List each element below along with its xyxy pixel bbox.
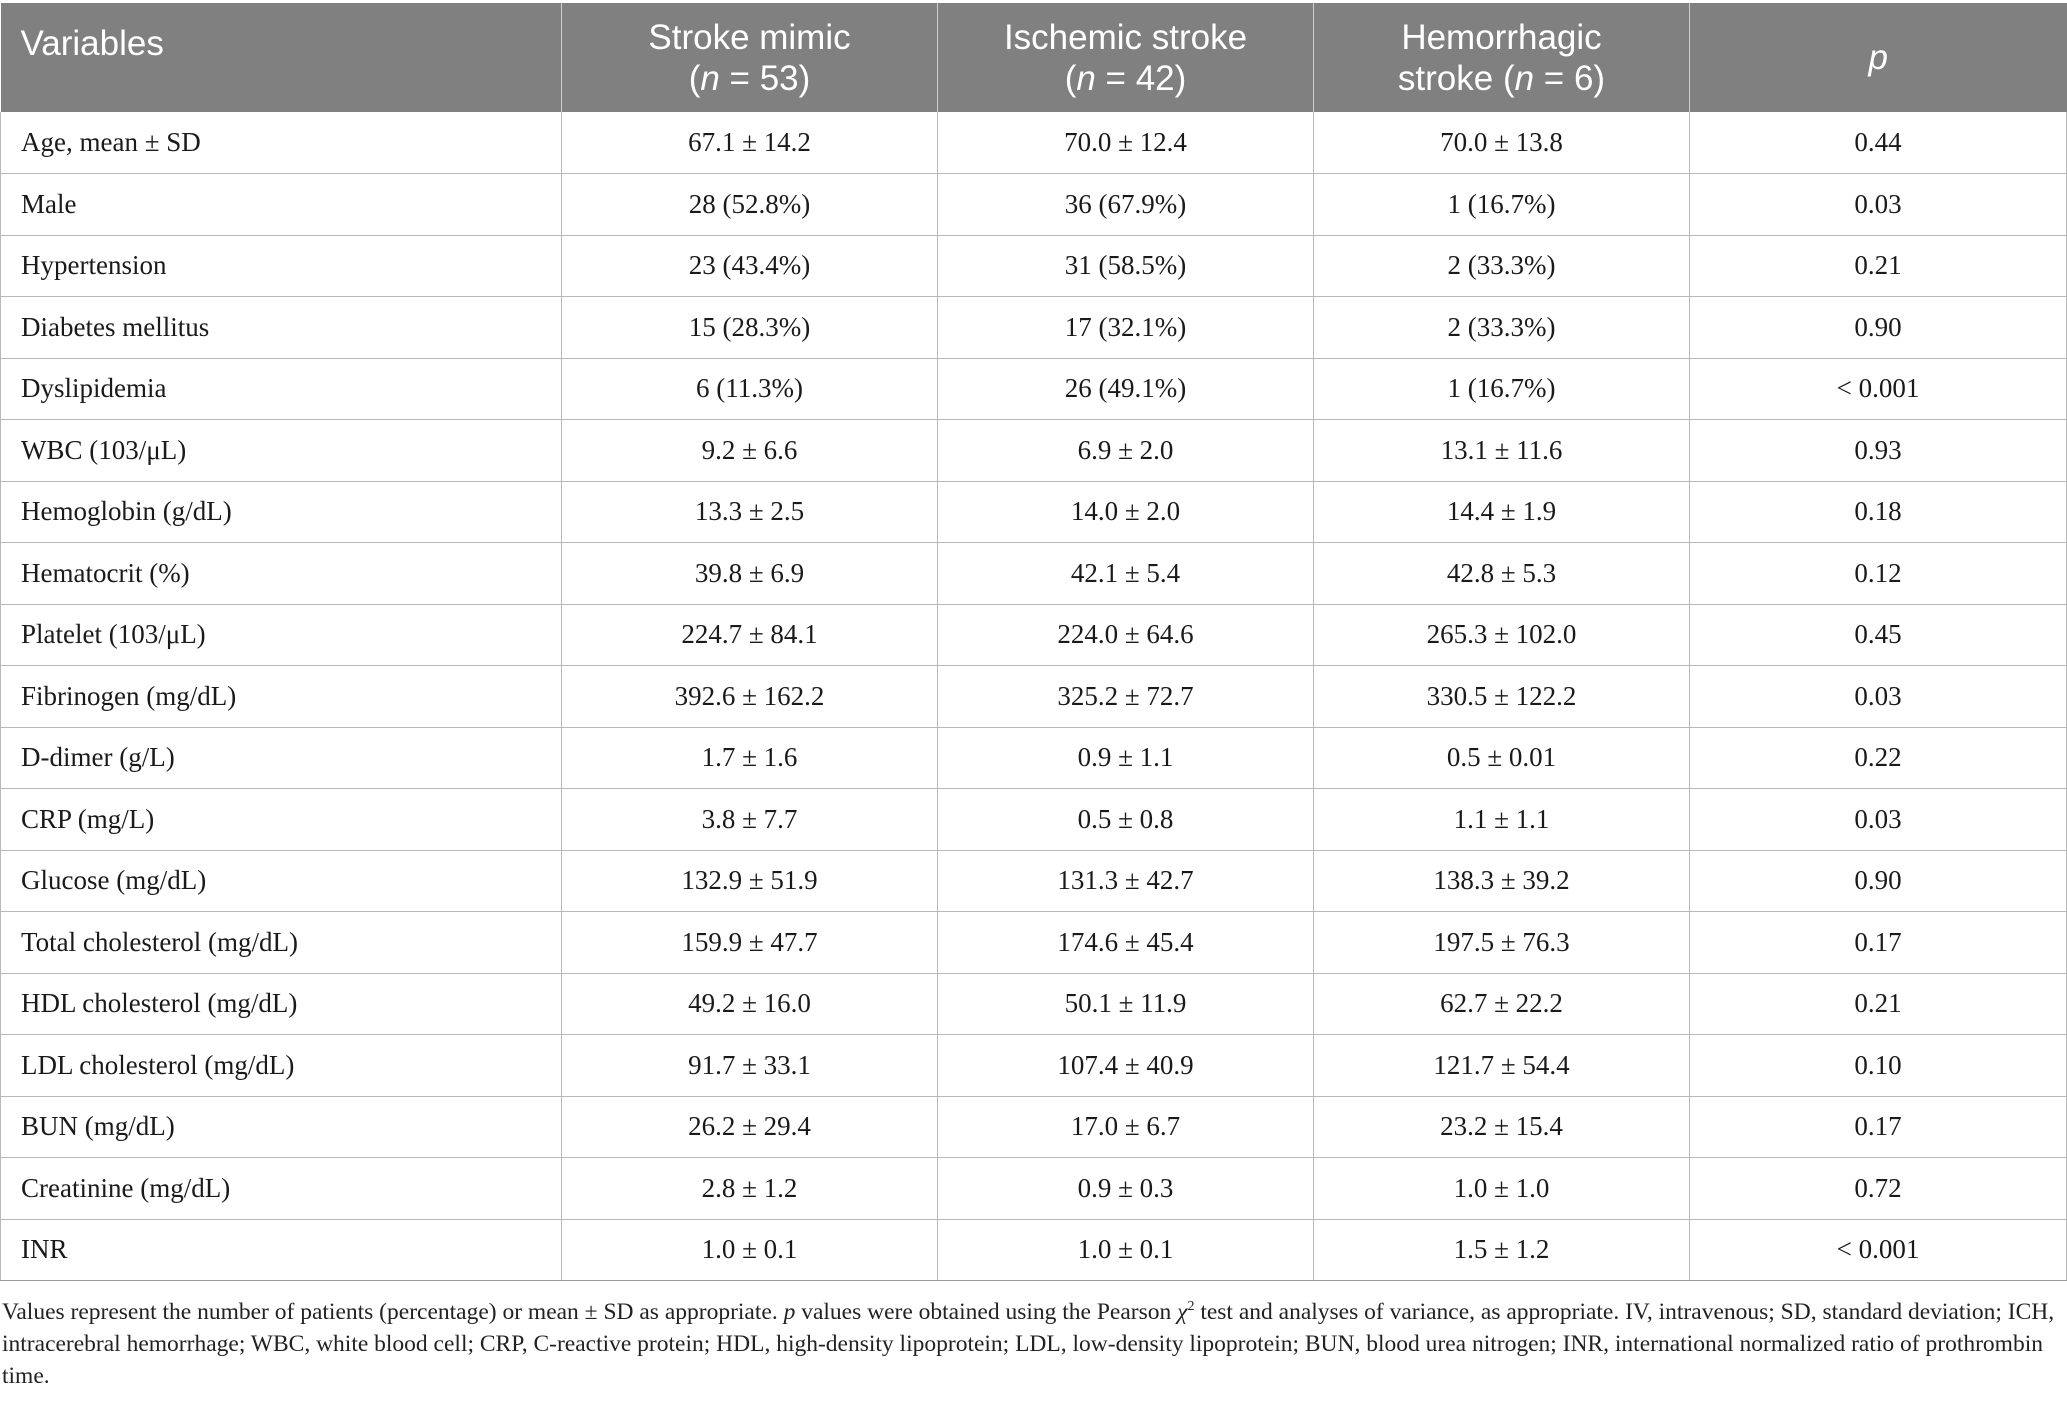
cell-stroke-mimic: 132.9 ± 51.9 (562, 850, 938, 912)
cell-variable: D-dimer (g/L) (1, 727, 562, 789)
cell-p-value: 0.45 (1690, 604, 2067, 666)
cell-ischemic-stroke: 224.0 ± 64.6 (938, 604, 1314, 666)
cell-p-value: 0.44 (1690, 112, 2067, 174)
cell-variable: Creatinine (mg/dL) (1, 1158, 562, 1220)
cell-variable: LDL cholesterol (mg/dL) (1, 1035, 562, 1097)
cell-variable: Male (1, 174, 562, 236)
cell-p-value: 0.10 (1690, 1035, 2067, 1097)
cell-stroke-mimic: 224.7 ± 84.1 (562, 604, 938, 666)
cell-variable: HDL cholesterol (mg/dL) (1, 973, 562, 1035)
header-hemorrhagic-label: Hemorrhagic (1401, 17, 1602, 57)
table-header (1, 3, 2067, 112)
cell-ischemic-stroke: 107.4 ± 40.9 (938, 1035, 1314, 1097)
header-hemorrhagic-stroke (1314, 3, 1690, 112)
table-row (1, 604, 2067, 666)
cell-variable: Platelet (103/μL) (1, 604, 562, 666)
cell-p-value: 0.03 (1690, 174, 2067, 236)
header-stroke-mimic-n: = 53) (719, 58, 811, 98)
cell-stroke-mimic: 6 (11.3%) (562, 358, 938, 420)
header-ischemic-n: = 42) (1095, 58, 1187, 98)
table-row (1, 1096, 2067, 1158)
header-variables: Variables (1, 3, 562, 112)
cell-variable: Hypertension (1, 235, 562, 297)
cell-hemorrhagic-stroke: 0.5 ± 0.01 (1314, 727, 1690, 789)
cell-variable: CRP (mg/L) (1, 789, 562, 851)
table-row (1, 297, 2067, 359)
cell-hemorrhagic-stroke: 197.5 ± 76.3 (1314, 912, 1690, 974)
cell-ischemic-stroke: 17 (32.1%) (938, 297, 1314, 359)
cell-p-value: 0.21 (1690, 973, 2067, 1035)
cell-stroke-mimic: 392.6 ± 162.2 (562, 666, 938, 728)
cell-variable: Fibrinogen (mg/dL) (1, 666, 562, 728)
header-ischemic-n-letter: n (1076, 58, 1096, 98)
cell-ischemic-stroke: 14.0 ± 2.0 (938, 481, 1314, 543)
cell-ischemic-stroke: 0.9 ± 0.3 (938, 1158, 1314, 1220)
cell-stroke-mimic: 13.3 ± 2.5 (562, 481, 938, 543)
cell-p-value: 0.90 (1690, 297, 2067, 359)
cell-hemorrhagic-stroke: 330.5 ± 122.2 (1314, 666, 1690, 728)
cell-hemorrhagic-stroke: 62.7 ± 22.2 (1314, 973, 1690, 1035)
table-row (1, 174, 2067, 236)
table-row (1, 235, 2067, 297)
cell-p-value: 0.17 (1690, 912, 2067, 974)
cell-ischemic-stroke: 0.9 ± 1.1 (938, 727, 1314, 789)
cell-stroke-mimic: 67.1 ± 14.2 (562, 112, 938, 174)
cell-ischemic-stroke: 42.1 ± 5.4 (938, 543, 1314, 605)
table-row (1, 481, 2067, 543)
cell-p-value: 0.72 (1690, 1158, 2067, 1220)
cell-hemorrhagic-stroke: 1 (16.7%) (1314, 174, 1690, 236)
cell-ischemic-stroke: 0.5 ± 0.8 (938, 789, 1314, 851)
footnote-text-3: test and analyses of variance, as appropriate. IV, intravenous; SD, standard deviation; ICH, intracerebral hemorrhage; WBC, white blood cell; CRP, C-reactive protein; HDL, high-density lipoprotein; LDL, low-density lipoprotein; BUN, blood urea nitrogen; INR, international normalized ratio of prothrombin time. (2, 1298, 2055, 1389)
header-stroke-mimic (562, 3, 938, 112)
cell-hemorrhagic-stroke: 23.2 ± 15.4 (1314, 1096, 1690, 1158)
table-row (1, 789, 2067, 851)
cell-ischemic-stroke: 6.9 ± 2.0 (938, 420, 1314, 482)
cell-hemorrhagic-stroke: 121.7 ± 54.4 (1314, 1035, 1690, 1097)
cell-hemorrhagic-stroke: 14.4 ± 1.9 (1314, 481, 1690, 543)
cell-hemorrhagic-stroke: 138.3 ± 39.2 (1314, 850, 1690, 912)
cell-ischemic-stroke: 50.1 ± 11.9 (938, 973, 1314, 1035)
cell-p-value: 0.03 (1690, 666, 2067, 728)
cell-variable: Diabetes mellitus (1, 297, 562, 359)
header-hemorrhagic-n: = 6) (1534, 58, 1606, 98)
cell-ischemic-stroke: 26 (49.1%) (938, 358, 1314, 420)
cell-hemorrhagic-stroke: 2 (33.3%) (1314, 297, 1690, 359)
table-row (1, 420, 2067, 482)
cell-ischemic-stroke: 1.0 ± 0.1 (938, 1219, 1314, 1281)
cell-hemorrhagic-stroke: 13.1 ± 11.6 (1314, 420, 1690, 482)
cell-ischemic-stroke: 131.3 ± 42.7 (938, 850, 1314, 912)
cell-hemorrhagic-stroke: 42.8 ± 5.3 (1314, 543, 1690, 605)
footnote-text-2: values were obtained using the Pearson (795, 1298, 1178, 1325)
patient-characteristics-table (0, 3, 2067, 1281)
table-row (1, 112, 2067, 174)
table-body (1, 112, 2067, 1281)
cell-variable: BUN (mg/dL) (1, 1096, 562, 1158)
table-row (1, 1158, 2067, 1220)
cell-variable: Hematocrit (%) (1, 543, 562, 605)
cell-p-value: 0.18 (1690, 481, 2067, 543)
table-row (1, 1219, 2067, 1281)
header-row (1, 3, 2067, 112)
cell-ischemic-stroke: 17.0 ± 6.7 (938, 1096, 1314, 1158)
table-row (1, 850, 2067, 912)
cell-stroke-mimic: 2.8 ± 1.2 (562, 1158, 938, 1220)
footnote-text-1: Values represent the number of patients (percentage) or mean ± SD as appropriate. (2, 1298, 784, 1325)
table-row (1, 358, 2067, 420)
table-footnote (0, 1291, 2066, 1392)
table-row (1, 666, 2067, 728)
cell-variable: Age, mean ± SD (1, 112, 562, 174)
cell-variable: WBC (103/μL) (1, 420, 562, 482)
header-hemorrhagic-n-letter: n (1514, 58, 1535, 98)
footnote-chi-symbol: χ (1177, 1298, 1188, 1325)
cell-ischemic-stroke: 36 (67.9%) (938, 174, 1314, 236)
cell-stroke-mimic: 28 (52.8%) (562, 174, 938, 236)
cell-variable: Glucose (mg/dL) (1, 850, 562, 912)
header-stroke-mimic-label: Stroke mimic (648, 17, 851, 57)
table-row (1, 1035, 2067, 1097)
table-row (1, 543, 2067, 605)
cell-hemorrhagic-stroke: 1 (16.7%) (1314, 358, 1690, 420)
cell-stroke-mimic: 1.0 ± 0.1 (562, 1219, 938, 1281)
cell-stroke-mimic: 1.7 ± 1.6 (562, 727, 938, 789)
cell-p-value: 0.93 (1690, 420, 2067, 482)
cell-stroke-mimic: 9.2 ± 6.6 (562, 420, 938, 482)
cell-ischemic-stroke: 31 (58.5%) (938, 235, 1314, 297)
cell-p-value: < 0.001 (1690, 1219, 2067, 1281)
cell-stroke-mimic: 15 (28.3%) (562, 297, 938, 359)
table-row (1, 727, 2067, 789)
cell-stroke-mimic: 39.8 ± 6.9 (562, 543, 938, 605)
cell-stroke-mimic: 91.7 ± 33.1 (562, 1035, 938, 1097)
cell-hemorrhagic-stroke: 2 (33.3%) (1314, 235, 1690, 297)
header-stroke-mimic-n-letter: n (700, 58, 720, 98)
header-ischemic-open-paren: ( (1064, 58, 1077, 98)
cell-stroke-mimic: 23 (43.4%) (562, 235, 938, 297)
cell-ischemic-stroke: 174.6 ± 45.4 (938, 912, 1314, 974)
cell-stroke-mimic: 49.2 ± 16.0 (562, 973, 938, 1035)
cell-variable: Dyslipidemia (1, 358, 562, 420)
header-p-value: p (1690, 3, 2067, 112)
cell-hemorrhagic-stroke: 1.0 ± 1.0 (1314, 1158, 1690, 1220)
table-row (1, 973, 2067, 1035)
cell-ischemic-stroke: 70.0 ± 12.4 (938, 112, 1314, 174)
footnote-p-letter: p (783, 1298, 796, 1325)
cell-stroke-mimic: 26.2 ± 29.4 (562, 1096, 938, 1158)
cell-variable: INR (1, 1219, 562, 1281)
cell-p-value: 0.90 (1690, 850, 2067, 912)
cell-hemorrhagic-stroke: 70.0 ± 13.8 (1314, 112, 1690, 174)
cell-variable: Hemoglobin (g/dL) (1, 481, 562, 543)
cell-stroke-mimic: 3.8 ± 7.7 (562, 789, 938, 851)
cell-p-value: 0.22 (1690, 727, 2067, 789)
table-row (1, 912, 2067, 974)
header-stroke-mimic-open-paren: ( (688, 58, 701, 98)
cell-p-value: < 0.001 (1690, 358, 2067, 420)
cell-ischemic-stroke: 325.2 ± 72.7 (938, 666, 1314, 728)
cell-variable: Total cholesterol (mg/dL) (1, 912, 562, 974)
header-ischemic-label: Ischemic stroke (1003, 17, 1248, 57)
cell-hemorrhagic-stroke: 1.1 ± 1.1 (1314, 789, 1690, 851)
cell-p-value: 0.21 (1690, 235, 2067, 297)
cell-p-value: 0.17 (1690, 1096, 2067, 1158)
header-ischemic-stroke (938, 3, 1314, 112)
header-hemorrhagic-prefix: stroke ( (1397, 58, 1515, 98)
cell-p-value: 0.12 (1690, 543, 2067, 605)
cell-hemorrhagic-stroke: 1.5 ± 1.2 (1314, 1219, 1690, 1281)
footnote-chi-superscript: 2 (1187, 1299, 1195, 1314)
cell-p-value: 0.03 (1690, 789, 2067, 851)
data-table-container (0, 3, 2066, 1281)
cell-hemorrhagic-stroke: 265.3 ± 102.0 (1314, 604, 1690, 666)
cell-stroke-mimic: 159.9 ± 47.7 (562, 912, 938, 974)
